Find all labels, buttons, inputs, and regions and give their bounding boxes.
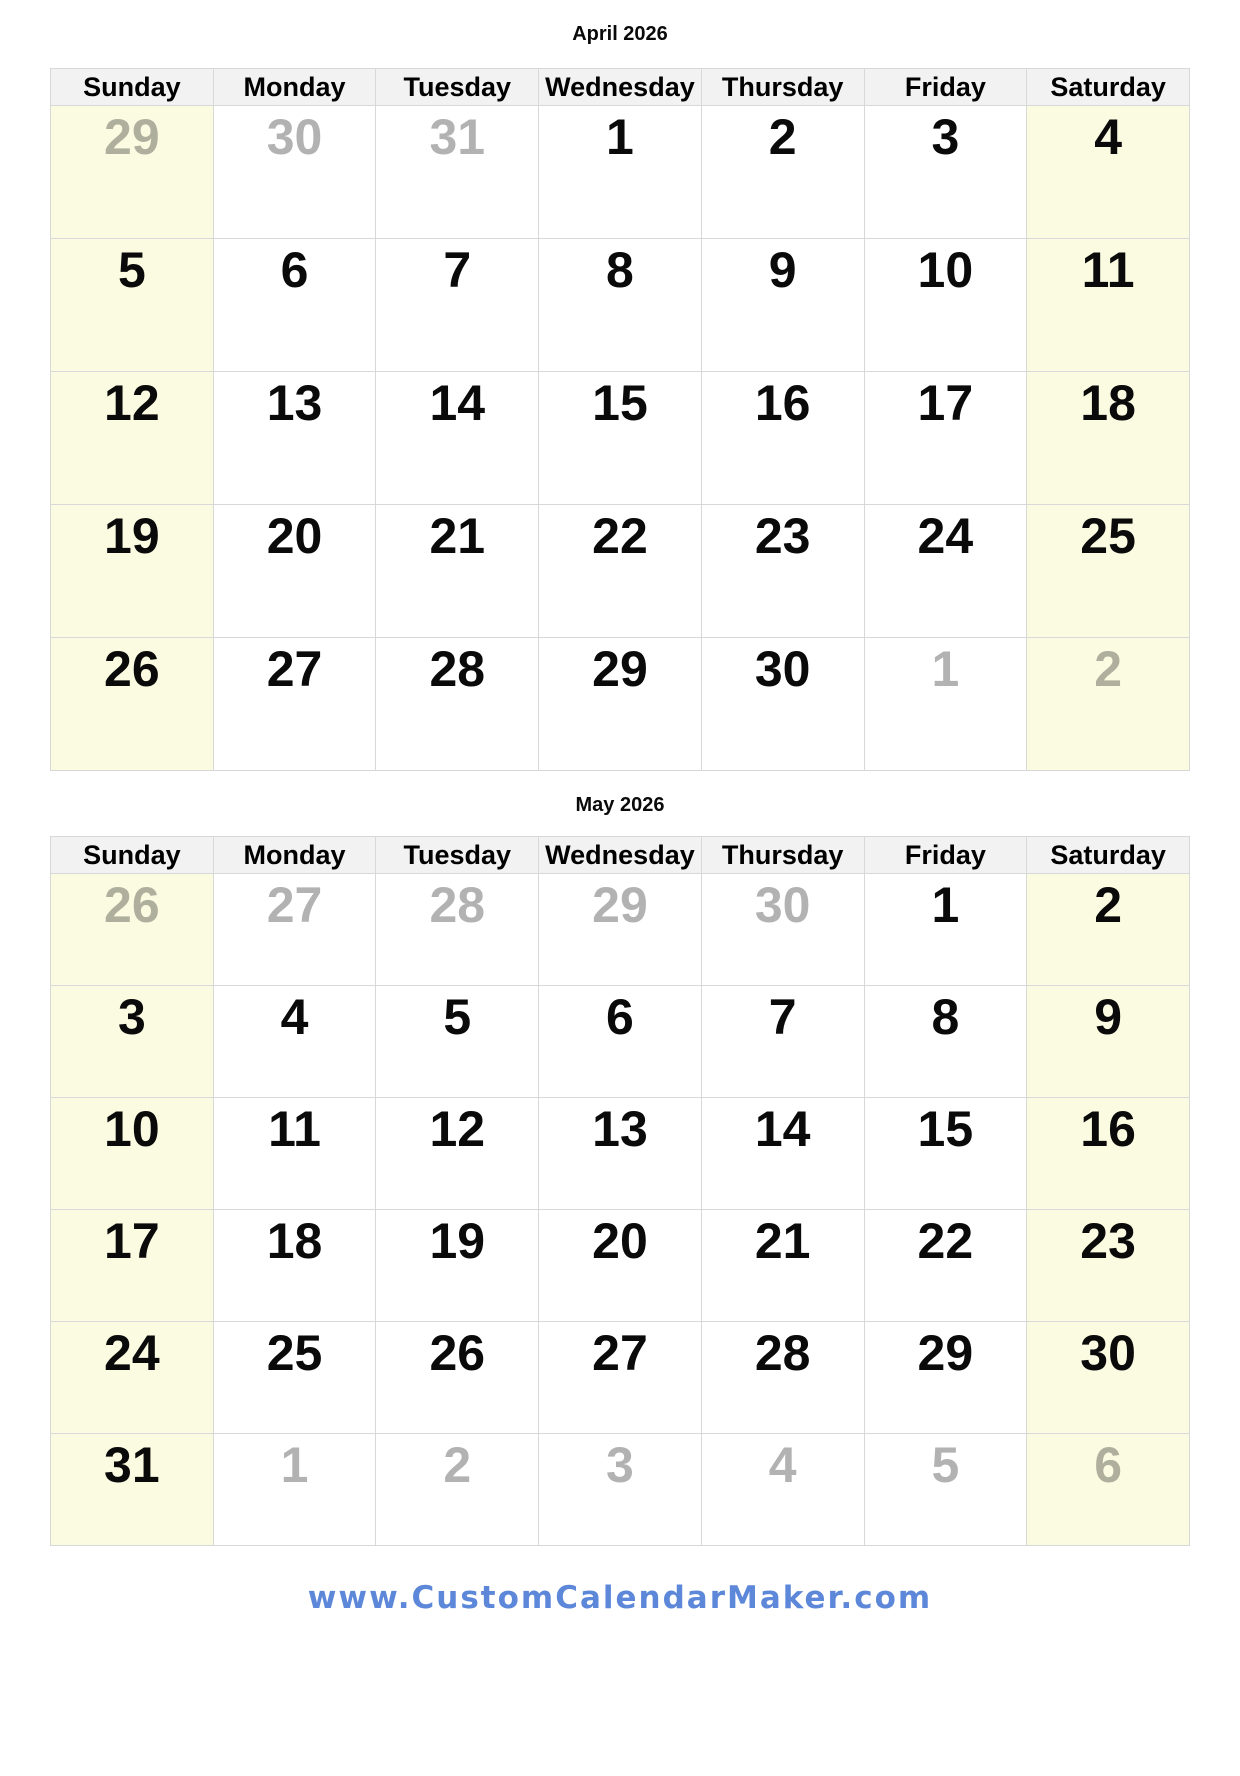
day-cell-april-2026-w1-wednesday: 1: [539, 106, 702, 239]
day-cell-april-2026-w4-wednesday: 22: [539, 505, 702, 638]
weekday-header-row: [51, 837, 1190, 874]
day-cell-may-2026-w4-friday: 22: [864, 1210, 1027, 1322]
day-cell-may-2026-w4-saturday: 23: [1027, 1210, 1190, 1322]
week-row: [51, 372, 1190, 505]
day-cell-april-2026-w5-monday: 27: [213, 638, 376, 771]
day-cell-may-2026-w2-friday: 8: [864, 986, 1027, 1098]
day-cell-april-2026-w1-saturday: 4: [1027, 106, 1190, 239]
footer: [0, 1580, 1240, 1616]
day-cell-april-2026-w1-monday: 30: [213, 106, 376, 239]
day-cell-april-2026-w5-saturday: 2: [1027, 638, 1190, 771]
day-cell-may-2026-w5-thursday: 28: [701, 1322, 864, 1434]
day-cell-may-2026-w3-wednesday: 13: [539, 1098, 702, 1210]
day-cell-may-2026-w2-saturday: 9: [1027, 986, 1190, 1098]
weekday-header-saturday: Saturday: [1027, 69, 1190, 106]
day-cell-april-2026-w2-thursday: 9: [701, 239, 864, 372]
day-cell-april-2026-w3-wednesday: 15: [539, 372, 702, 505]
day-cell-may-2026-w2-wednesday: 6: [539, 986, 702, 1098]
day-cell-may-2026-w6-sunday: 31: [51, 1434, 214, 1546]
week-row: [51, 1210, 1190, 1322]
weekday-header-wednesday: Wednesday: [539, 69, 702, 106]
day-cell-may-2026-w6-tuesday: 2: [376, 1434, 539, 1546]
calendar-page: [0, 21, 1240, 1616]
day-cell-may-2026-w6-saturday: 6: [1027, 1434, 1190, 1546]
month-title-april: April 2026: [572, 23, 668, 45]
day-cell-april-2026-w1-thursday: 2: [701, 106, 864, 239]
day-cell-april-2026-w5-friday: 1: [864, 638, 1027, 771]
day-cell-april-2026-w4-monday: 20: [213, 505, 376, 638]
week-row: [51, 239, 1190, 372]
day-cell-april-2026-w3-thursday: 16: [701, 372, 864, 505]
day-cell-april-2026-w2-tuesday: 7: [376, 239, 539, 372]
week-row: [51, 1322, 1190, 1434]
day-cell-may-2026-w3-sunday: 10: [51, 1098, 214, 1210]
day-cell-april-2026-w3-sunday: 12: [51, 372, 214, 505]
day-cell-may-2026-w6-wednesday: 3: [539, 1434, 702, 1546]
day-cell-april-2026-w5-sunday: 26: [51, 638, 214, 771]
day-cell-april-2026-w5-thursday: 30: [701, 638, 864, 771]
day-cell-may-2026-w5-tuesday: 26: [376, 1322, 539, 1434]
day-cell-may-2026-w2-sunday: 3: [51, 986, 214, 1098]
day-cell-april-2026-w3-monday: 13: [213, 372, 376, 505]
weekday-header-row: [51, 69, 1190, 106]
weekday-header-tuesday: Tuesday: [376, 69, 539, 106]
weekday-header-sunday: Sunday: [51, 69, 214, 106]
day-cell-may-2026-w6-monday: 1: [213, 1434, 376, 1546]
day-cell-may-2026-w2-thursday: 7: [701, 986, 864, 1098]
day-cell-april-2026-w4-friday: 24: [864, 505, 1027, 638]
week-row: [51, 1098, 1190, 1210]
day-cell-april-2026-w4-tuesday: 21: [376, 505, 539, 638]
day-cell-april-2026-w3-saturday: 18: [1027, 372, 1190, 505]
week-row: [51, 1434, 1190, 1546]
day-cell-may-2026-w5-sunday: 24: [51, 1322, 214, 1434]
footer-site-link[interactable]: www.CustomCalendarMaker.com: [307, 1580, 933, 1616]
day-cell-may-2026-w4-monday: 18: [213, 1210, 376, 1322]
day-cell-may-2026-w3-monday: 11: [213, 1098, 376, 1210]
day-cell-april-2026-w4-sunday: 19: [51, 505, 214, 638]
day-cell-april-2026-w2-wednesday: 8: [539, 239, 702, 372]
week-row: [51, 874, 1190, 986]
month-section-may: [0, 792, 1240, 1546]
day-cell-may-2026-w5-monday: 25: [213, 1322, 376, 1434]
day-cell-may-2026-w1-friday: 1: [864, 874, 1027, 986]
weekday-header-thursday: Thursday: [701, 837, 864, 874]
day-cell-may-2026-w4-thursday: 21: [701, 1210, 864, 1322]
day-cell-may-2026-w1-monday: 27: [213, 874, 376, 986]
day-cell-april-2026-w2-monday: 6: [213, 239, 376, 372]
day-cell-may-2026-w1-wednesday: 29: [539, 874, 702, 986]
weekday-header-sunday: Sunday: [51, 837, 214, 874]
weekday-header-wednesday: Wednesday: [539, 837, 702, 874]
day-cell-may-2026-w3-friday: 15: [864, 1098, 1027, 1210]
weekday-header-friday: Friday: [864, 837, 1027, 874]
weekday-header-monday: Monday: [213, 69, 376, 106]
day-cell-may-2026-w6-thursday: 4: [701, 1434, 864, 1546]
day-cell-april-2026-w5-tuesday: 28: [376, 638, 539, 771]
day-cell-may-2026-w5-wednesday: 27: [539, 1322, 702, 1434]
weekday-header-saturday: Saturday: [1027, 837, 1190, 874]
day-cell-april-2026-w3-tuesday: 14: [376, 372, 539, 505]
day-cell-april-2026-w4-saturday: 25: [1027, 505, 1190, 638]
day-cell-may-2026-w2-monday: 4: [213, 986, 376, 1098]
day-cell-may-2026-w3-saturday: 16: [1027, 1098, 1190, 1210]
day-cell-april-2026-w4-thursday: 23: [701, 505, 864, 638]
day-cell-may-2026-w5-friday: 29: [864, 1322, 1027, 1434]
day-cell-april-2026-w1-friday: 3: [864, 106, 1027, 239]
week-row: [51, 986, 1190, 1098]
day-cell-may-2026-w1-tuesday: 28: [376, 874, 539, 986]
weekday-header-tuesday: Tuesday: [376, 837, 539, 874]
week-row: [51, 505, 1190, 638]
day-cell-may-2026-w3-tuesday: 12: [376, 1098, 539, 1210]
day-cell-may-2026-w4-sunday: 17: [51, 1210, 214, 1322]
weekday-header-friday: Friday: [864, 69, 1027, 106]
day-cell-may-2026-w6-friday: 5: [864, 1434, 1027, 1546]
day-cell-april-2026-w3-friday: 17: [864, 372, 1027, 505]
day-cell-april-2026-w2-friday: 10: [864, 239, 1027, 372]
day-cell-may-2026-w2-tuesday: 5: [376, 986, 539, 1098]
day-cell-april-2026-w1-tuesday: 31: [376, 106, 539, 239]
day-cell-may-2026-w4-tuesday: 19: [376, 1210, 539, 1322]
weekday-header-monday: Monday: [213, 837, 376, 874]
day-cell-may-2026-w3-thursday: 14: [701, 1098, 864, 1210]
day-cell-april-2026-w2-sunday: 5: [51, 239, 214, 372]
day-cell-april-2026-w2-saturday: 11: [1027, 239, 1190, 372]
day-cell-may-2026-w4-wednesday: 20: [539, 1210, 702, 1322]
week-row: [51, 106, 1190, 239]
calendar-grid-may: [50, 836, 1190, 1546]
month-title-may: May 2026: [575, 794, 665, 816]
day-cell-may-2026-w1-thursday: 30: [701, 874, 864, 986]
weekday-header-thursday: Thursday: [701, 69, 864, 106]
day-cell-may-2026-w1-saturday: 2: [1027, 874, 1190, 986]
month-section-april: [0, 21, 1240, 771]
week-row: [51, 638, 1190, 771]
day-cell-may-2026-w1-sunday: 26: [51, 874, 214, 986]
calendar-grid-april: [50, 68, 1190, 771]
day-cell-may-2026-w5-saturday: 30: [1027, 1322, 1190, 1434]
day-cell-april-2026-w1-sunday: 29: [51, 106, 214, 239]
day-cell-april-2026-w5-wednesday: 29: [539, 638, 702, 771]
